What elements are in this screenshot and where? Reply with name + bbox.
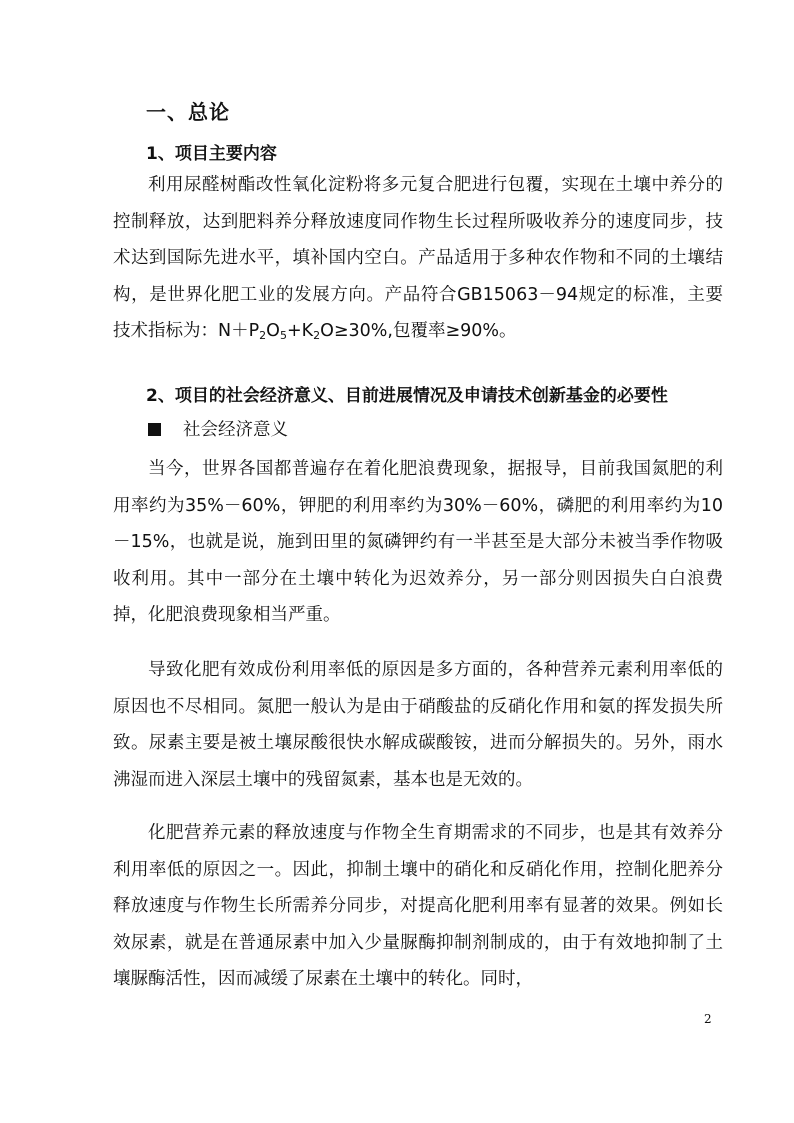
section1-paragraph bbox=[113, 167, 723, 350]
section1-text-k: +K bbox=[286, 321, 314, 341]
subscript-o5: 5 bbox=[279, 329, 287, 342]
section1-text-o: O bbox=[266, 321, 280, 341]
subscript-p2: 2 bbox=[259, 329, 267, 342]
subscript-k2: 2 bbox=[313, 329, 321, 342]
page-number: 2 bbox=[704, 1012, 712, 1026]
section1-title: 1、项目主要内容 bbox=[146, 144, 277, 164]
section1-text-part2: O≥30%,包覆率≥90%。 bbox=[320, 321, 517, 341]
section2-title: 2、项目的社会经济意义、目前进展情况及申请技术创新基金的必要性 bbox=[146, 386, 668, 406]
bullet-item bbox=[148, 416, 288, 441]
bullet-label: 社会经济意义 bbox=[183, 420, 288, 440]
section2-paragraph-2: 导致化肥有效成份利用率低的原因是多方面的，各种营养元素利用率低的原因也不尽相同。氮肥一般认为是由于硝酸盐的反硝化作用和氨的挥发损失所致。尿素主要是被土壤尿酸很快水解成碳酸铵，进而分解损失的。另外，雨水沸湿而进入深层土壤中的残留氮素，基本也是无效的。 bbox=[113, 660, 723, 790]
square-bullet-icon bbox=[148, 423, 161, 436]
section1-text-part1: 利用尿醛树酯改性氧化淀粉将多元复合肥进行包覆，实现在土壤中养分的控制释放，达到肥料养分释放速度同作物生长过程所吸收养分的速度同步，技术达到国际先进水平，填补国内空白。产品适用于多种农作物和不同的土壤结构，是世界化肥工业的发展方向。产品符合GB15063－94规定的标准，主要技术指标为：N＋P bbox=[113, 175, 723, 341]
section2-paragraph-3: 化肥营养元素的释放速度与作物全生育期需求的不同步，也是其有效养分利用率低的原因之一。因此，抑制土壤中的硝化和反硝化作用，控制化肥养分释放速度与作物生长所需养分同步，对提高化肥利用率有显著的效果。例如长效尿素，就是在普通尿素中加入少量脲酶抑制剂制成的，由于有效地抑制了土壤脲酶活性，因而减缓了尿素在土壤中的转化。同时， bbox=[113, 823, 723, 989]
section2-paragraph-1: 当今，世界各国都普遍存在着化肥浪费现象，据报导，目前我国氮肥的利用率约为35%－60%，钾肥的利用率约为30%－60%，磷肥的利用率约为10－15%，也就是说，施到田里的氮磷钾约有一半甚至是大部分未被当季作物吸收利用。其中一部分在土壤中转化为迟效养分，另一部分则因损失白白浪费掉，化肥浪费现象相当严重。 bbox=[113, 459, 723, 625]
main-heading: 一、总论 bbox=[146, 100, 230, 124]
